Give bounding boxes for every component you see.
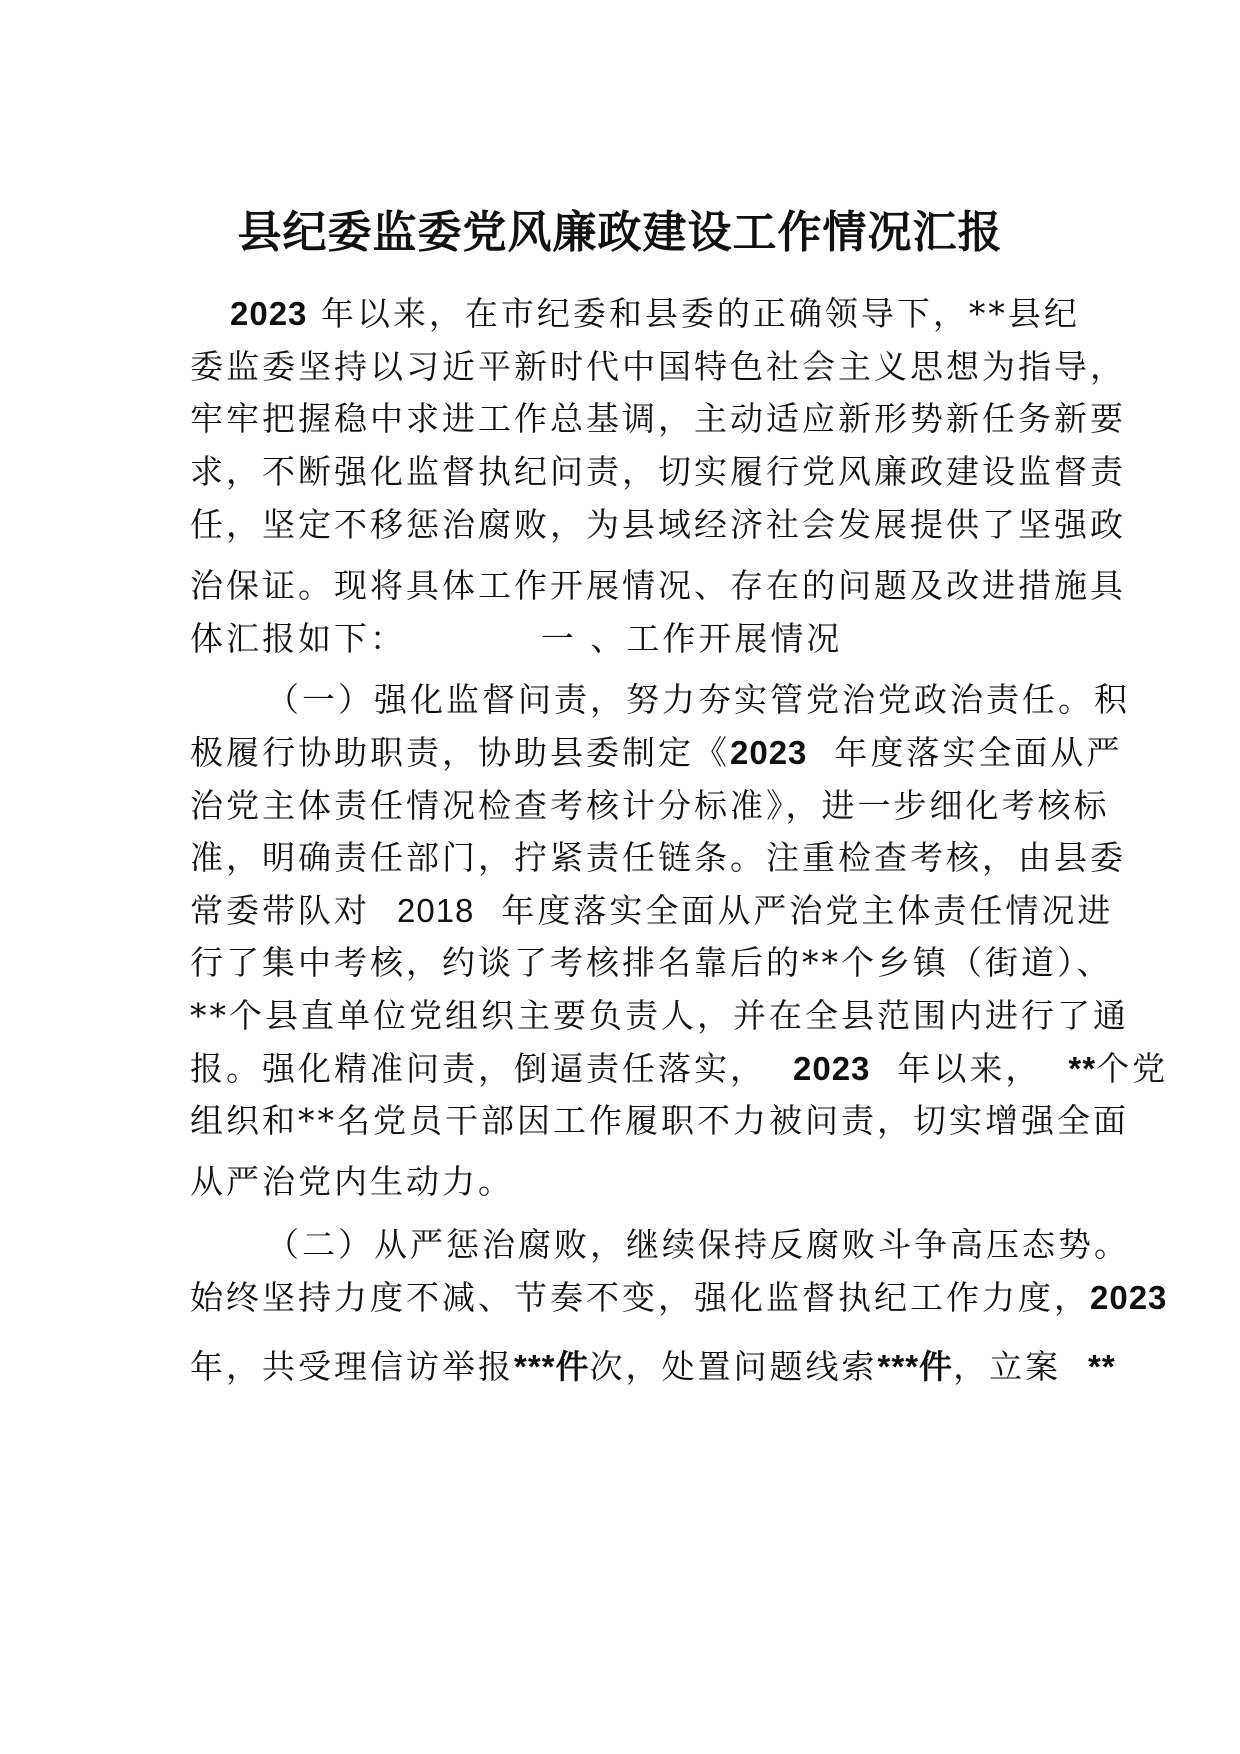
document-title: 县纪委监委党风廉政建设工作情况汇报 xyxy=(237,207,1003,258)
section-heading: （二）从严惩治腐败，继续保持反腐败斗争高压态势。 xyxy=(266,1225,1130,1264)
section-heading: （一）强化监督问责，努力夯实管党治党政治责任。积 xyxy=(266,680,1130,719)
paragraph-line: 求，不断强化监督执纪问责，切实履行党风廉政建设监督责 xyxy=(190,452,1126,491)
paragraph-line: 治保证。现将具体工作开展情况、存在的问题及改进措施具 xyxy=(190,566,1126,605)
paragraph-line: 组织和**名党员干部因工作履职不力被问责，切实增强全面 xyxy=(190,1101,1129,1140)
paragraph-line: 体汇报如下： 一 、工作开展情况 xyxy=(190,619,843,658)
paragraph-line: 始终坚持力度不减、节奏不变，强化监督执纪工作力度，2023 xyxy=(190,1278,1168,1317)
paragraph-line: 治党主体责任情况检查考核计分标准》，进一步细化考核标 xyxy=(190,786,1110,825)
paragraph-line: 委监委坚持以习近平新时代中国特色社会主义思想为指导， xyxy=(190,347,1126,386)
paragraph-line: 2023 年以来，在市纪委和县委的正确领导下，**县纪 xyxy=(230,294,1080,333)
paragraph-line: 报。强化精准问责，倒逼责任落实， 2023 年以来， **个党 xyxy=(190,1049,1169,1088)
paragraph-line: 常委带队对 2018 年度落实全面从严治党主体责任情况进 xyxy=(190,891,1114,930)
paragraph-line: **个县直单位党组织主要负责人，并在全县范围内进行了通 xyxy=(190,996,1129,1035)
paragraph-line: 行了集中考核，约谈了考核排名靠后的**个乡镇（街道）、 xyxy=(190,943,1113,982)
paragraph-line: 年，共受理信访举报***件次，处置问题线索***件，立案 ** xyxy=(190,1347,1116,1386)
paragraph-line: 从严治党内生动力。 xyxy=(190,1162,514,1201)
paragraph-line: 牢牢把握稳中求进工作总基调，主动适应新形势新任务新要 xyxy=(190,399,1126,438)
paragraph-line: 极履行协助职责，协助县委制定《2023 年度落实全面从严 xyxy=(190,733,1123,772)
paragraph-line: 准，明确责任部门，拧紧责任链条。注重检查考核，由县委 xyxy=(190,838,1126,877)
paragraph-line: 任，坚定不移惩治腐败，为县域经济社会发展提供了坚强政 xyxy=(190,505,1126,544)
